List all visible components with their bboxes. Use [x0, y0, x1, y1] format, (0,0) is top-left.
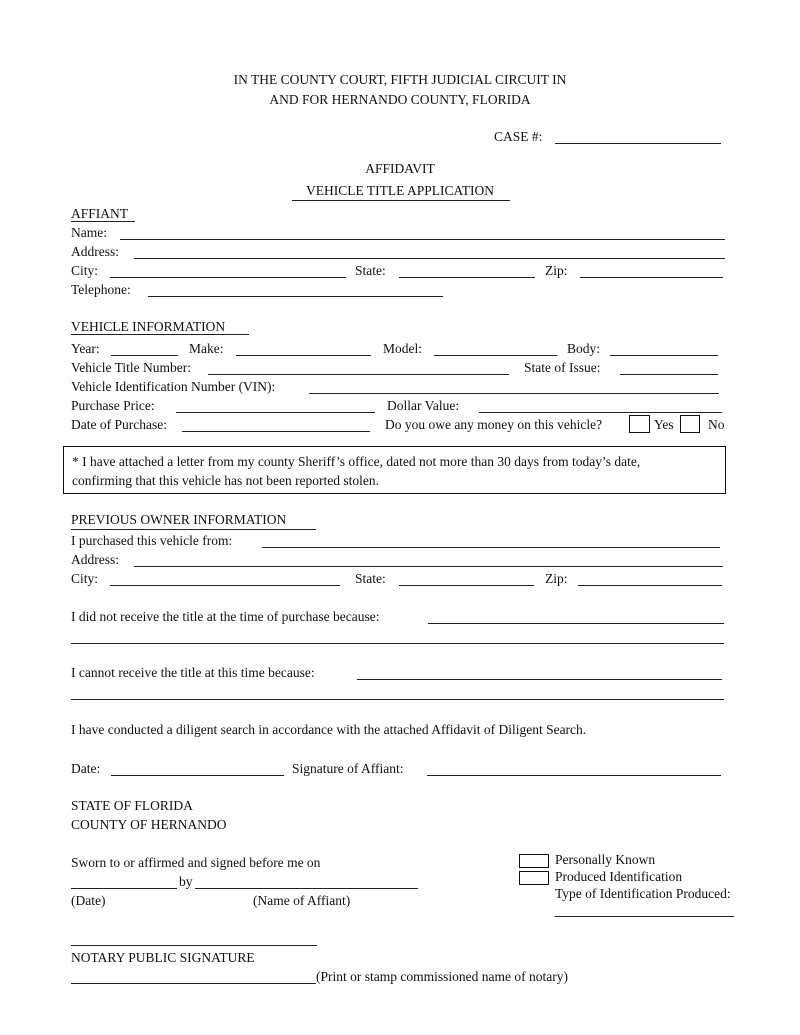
- affiant-address-field[interactable]: [134, 258, 725, 259]
- not-received-reason-continued-field[interactable]: [71, 643, 724, 644]
- vehicle-title-number-label: Vehicle Title Number:: [71, 360, 191, 375]
- notary-signature-field[interactable]: [71, 945, 317, 946]
- signature-date-label: Date:: [71, 761, 101, 776]
- vehicle-title-number-field[interactable]: [208, 374, 509, 375]
- cannot-receive-reason-continued-field[interactable]: [71, 699, 724, 700]
- affiant-name-field[interactable]: [120, 239, 725, 240]
- affiant-signature-field[interactable]: [427, 775, 721, 776]
- not-received-reason-field[interactable]: [428, 623, 724, 624]
- previous-owner-address-label: Address:: [71, 552, 119, 567]
- vin-label: Vehicle Identification Number (VIN):: [71, 379, 276, 394]
- owe-money-question: Do you owe any money on this vehicle?: [385, 417, 603, 432]
- purchase-date-label: Date of Purchase:: [71, 417, 167, 432]
- affiant-zip-field[interactable]: [580, 277, 723, 278]
- owe-money-no-checkbox[interactable]: [680, 415, 700, 433]
- cannot-receive-statement: I cannot receive the title at this time because:: [71, 665, 315, 680]
- state-of-issue-label: State of Issue:: [524, 360, 601, 375]
- previous-owner-zip-field[interactable]: [578, 585, 722, 586]
- vehicle-make-label: Make:: [189, 341, 224, 356]
- dollar-value-field[interactable]: [479, 412, 722, 413]
- previous-owner-address-field[interactable]: [134, 566, 723, 567]
- notary-signature-caption: NOTARY PUBLIC SIGNATURE: [71, 950, 255, 965]
- purchase-price-label: Purchase Price:: [71, 398, 155, 413]
- affiant-city-label: City:: [71, 263, 99, 278]
- identification-type-field[interactable]: [555, 916, 734, 917]
- case-number-field[interactable]: [555, 143, 721, 144]
- court-line-1: IN THE COUNTY COURT, FIFTH JUDICIAL CIRCUIT IN: [233, 72, 567, 87]
- affiant-city-field[interactable]: [110, 277, 346, 278]
- previous-owner-state-field[interactable]: [399, 585, 534, 586]
- vehicle-body-field[interactable]: [610, 355, 718, 356]
- produced-identification-label: Produced Identification: [555, 869, 683, 884]
- previous-owner-state-label: State:: [355, 571, 386, 586]
- vehicle-model-field[interactable]: [434, 355, 557, 356]
- diligent-search-statement: I have conducted a diligent search in accordance with the attached Affidavit of Diligent Search.: [71, 722, 587, 737]
- cannot-receive-reason-field[interactable]: [357, 679, 722, 680]
- vehicle-heading: VEHICLE INFORMATION: [71, 319, 226, 334]
- personally-known-checkbox[interactable]: [519, 854, 549, 868]
- affiant-address-label: Address:: [71, 244, 119, 259]
- previous-owner-heading: PREVIOUS OWNER INFORMATION: [71, 512, 287, 527]
- not-received-statement: I did not receive the title at the time of purchase because:: [71, 609, 380, 624]
- purchase-price-field[interactable]: [176, 412, 375, 413]
- affiant-heading: AFFIANT: [71, 206, 129, 221]
- subtitle-underline: [292, 200, 510, 201]
- stolen-check-notice: [63, 446, 726, 494]
- affiant-state-field[interactable]: [399, 277, 535, 278]
- notice-line-1: * I have attached a letter from my county Sheriff’s office, dated not more than 30 days from today’s date,: [72, 454, 641, 469]
- affiant-telephone-field[interactable]: [148, 296, 443, 297]
- vehicle-year-field[interactable]: [111, 355, 178, 356]
- state-of-issue-field[interactable]: [620, 374, 718, 375]
- owe-money-yes-label: Yes: [654, 417, 674, 432]
- signature-date-field[interactable]: [111, 775, 284, 776]
- affiant-telephone-label: Telephone:: [71, 282, 131, 297]
- sworn-date-field[interactable]: [71, 888, 177, 889]
- vehicle-body-label: Body:: [567, 341, 601, 356]
- previous-owner-city-label: City:: [71, 571, 99, 586]
- affidavit-subtitle: VEHICLE TITLE APPLICATION: [306, 183, 494, 198]
- previous-owner-city-field[interactable]: [110, 585, 340, 586]
- notary-print-caption: (Print or stamp commissioned name of notary): [316, 969, 568, 984]
- vehicle-make-field[interactable]: [236, 355, 371, 356]
- vehicle-heading-underline: [71, 334, 249, 335]
- vehicle-model-label: Model:: [383, 341, 422, 356]
- state-of-florida: STATE OF FLORIDA: [71, 798, 193, 813]
- dollar-value-label: Dollar Value:: [387, 398, 460, 413]
- identification-type-label: Type of Identification Produced:: [555, 886, 731, 901]
- name-of-affiant-caption: (Name of Affiant): [253, 893, 351, 908]
- affiant-name-label: Name:: [71, 225, 107, 240]
- county-of-hernando: COUNTY OF HERNANDO: [71, 817, 227, 832]
- purchased-from-field[interactable]: [262, 547, 720, 548]
- affiant-heading-underline: [71, 221, 135, 222]
- notary-printed-name-field[interactable]: [71, 983, 316, 984]
- affiant-zip-label: Zip:: [545, 263, 568, 278]
- personally-known-label: Personally Known: [555, 852, 656, 867]
- purchase-date-field[interactable]: [182, 431, 370, 432]
- vehicle-year-label: Year:: [71, 341, 100, 356]
- purchased-from-label: I purchased this vehicle from:: [71, 533, 233, 548]
- vin-field[interactable]: [309, 393, 719, 394]
- affidavit-title: AFFIDAVIT: [365, 161, 435, 176]
- court-line-2: AND FOR HERNANDO COUNTY, FLORIDA: [269, 92, 531, 107]
- affiant-signature-label: Signature of Affiant:: [292, 761, 404, 776]
- case-label: CASE #:: [494, 129, 543, 144]
- sworn-name-field[interactable]: [195, 888, 418, 889]
- previous-owner-heading-underline: [71, 529, 316, 530]
- owe-money-yes-checkbox[interactable]: [629, 415, 650, 433]
- produced-identification-checkbox[interactable]: [519, 871, 549, 885]
- sworn-by-label: by: [179, 874, 193, 889]
- owe-money-no-label: No: [708, 417, 725, 432]
- affiant-state-label: State:: [355, 263, 386, 278]
- notice-line-2: confirming that this vehicle has not been reported stolen.: [72, 473, 380, 488]
- date-caption: (Date): [71, 893, 106, 908]
- previous-owner-zip-label: Zip:: [545, 571, 568, 586]
- sworn-statement: Sworn to or affirmed and signed before me on: [71, 855, 321, 870]
